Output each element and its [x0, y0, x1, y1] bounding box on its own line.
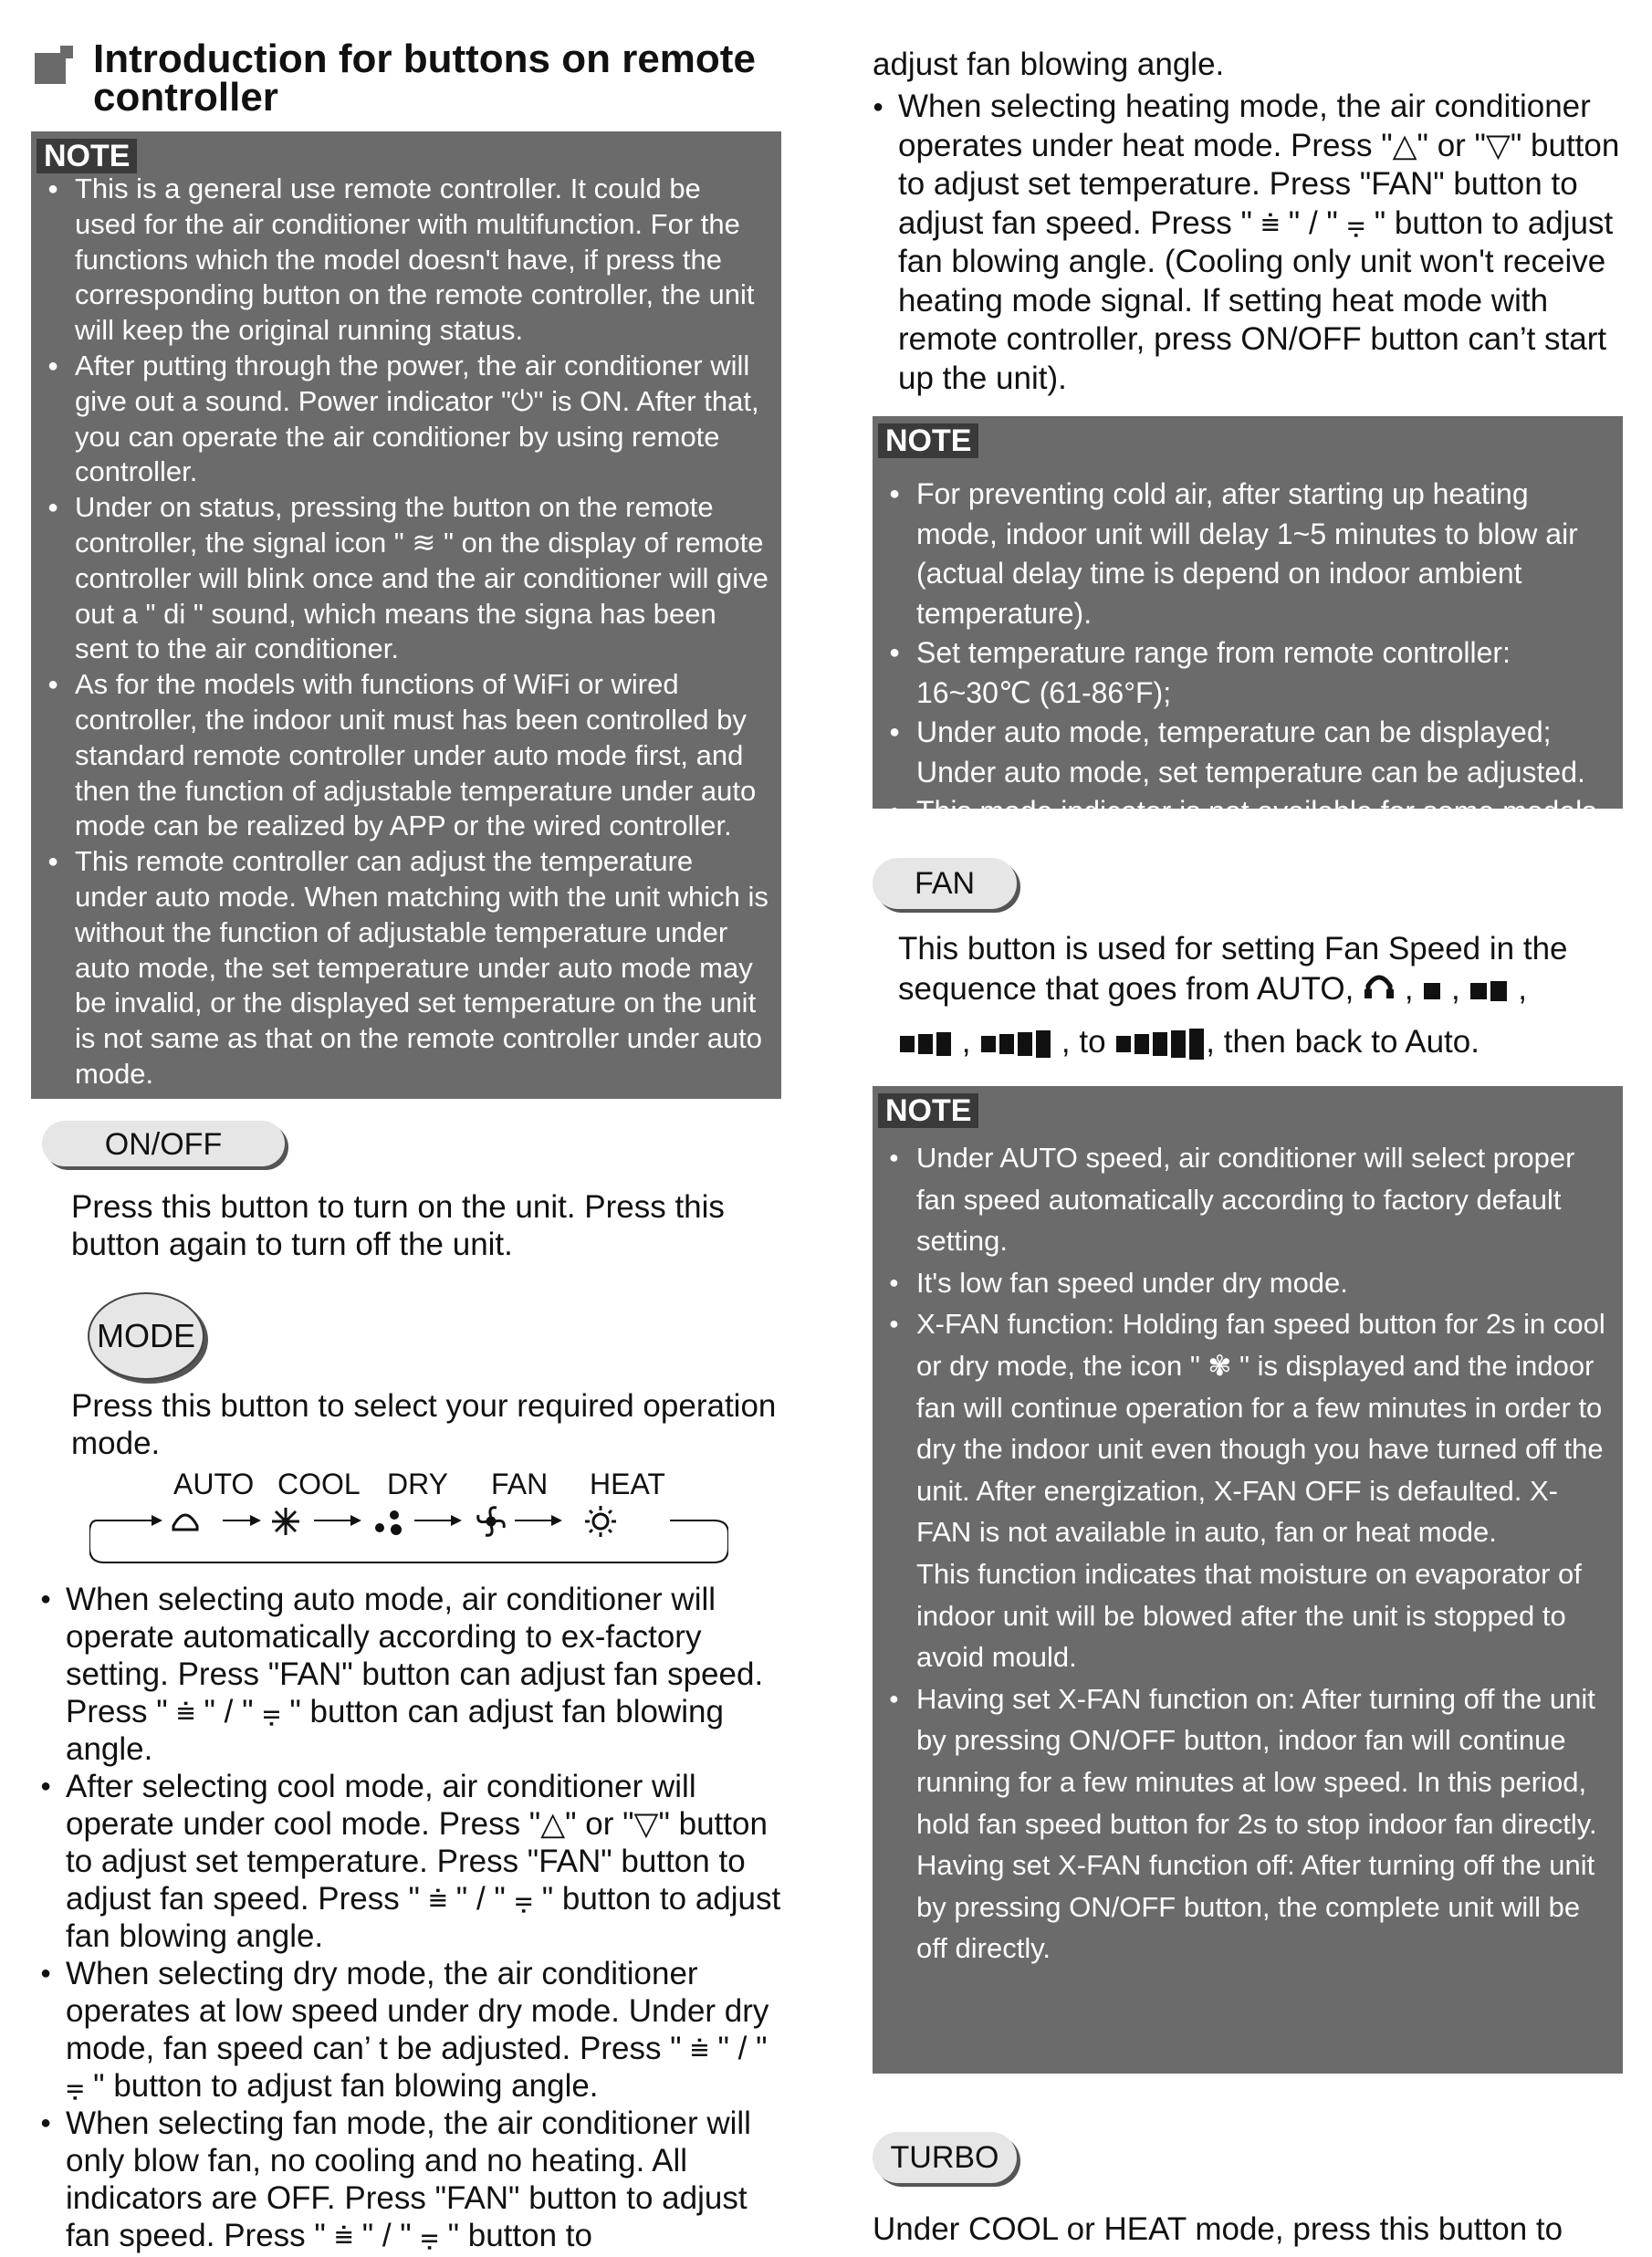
note-list — [889, 1137, 1610, 1970]
mode-cycle-arrows — [89, 1468, 728, 1577]
note-item: ● This is a general use remote controller. It could be used for the air conditioner with multifunction. For the functions which the model doesn't have, if press the corresponding button on the remote controller, the unit will keep the original running status. — [47, 172, 768, 349]
fan-description: This button is used for setting Fan Speed in the sequence that goes from AUTO, , , , — [898, 929, 1619, 1012]
turbo-description: Under COOL or HEAT mode, press this button to — [873, 2211, 1563, 2247]
mode-bullets — [40, 1581, 789, 2254]
note-item: ● Set temperature range from remote controller: 16~30℃ (61-86°F); — [889, 633, 1610, 713]
mode-label-cool: COOL — [277, 1468, 361, 1500]
fan-end-text: , then back to Auto. — [1206, 1024, 1479, 1060]
note-box-fan — [873, 1086, 1623, 2074]
fan-description-line2: , , to , then back to Auto. — [898, 1022, 1619, 1062]
mode-bullet-heat: ● When selecting heating mode, the air conditioner operates under heat mode. Press "△" or "▽" button to adjust set temperature. Press "FAN" button to adjust fan speed. Press " ⩧ " / " ⩦ " button to adjust fan blowing angle. (Cooling only unit won't receive heating mode signal. If setting heat mode with remote controller, press ON/OFF button can’t start up the unit). — [873, 88, 1621, 398]
fan-speed-2-icon — [1469, 971, 1509, 1007]
fan-description-text: This button is used for setting Fan Speed in the sequence that goes from AUTO, — [898, 931, 1568, 1007]
note-item: ● X-FAN function: Holding fan speed button for 2s in cool or dry mode, the icon " ✾ " is displayed and the indoor fan will continue operation for a few minutes in order to dry the indoor unit even though you have turned off the unit. After energization, X-FAN OFF is defaulted. X-FAN is not available in auto, fan or heat mode. — [889, 1303, 1610, 1553]
fan-speed-3-icon — [898, 1024, 953, 1060]
note-list — [889, 475, 1610, 832]
turbo-button-illustration: TURBO — [873, 2132, 1017, 2183]
mode-bullet-dry: ● When selecting dry mode, the air conditioner operates at low speed under dry mode. Under dry mode, fan speed can’ t be adjusted. Press " ⩧ " / " ⩦ " button to adjust fan blowing angle. — [40, 1955, 789, 2105]
note-item: ● Under auto mode, temperature can be displayed; Under auto mode, set temperature can be adjusted. — [889, 713, 1610, 792]
mode-bullet-cool: ● After selecting cool mode, air conditioner will operate under cool mode. Press "△" or "▽" button to adjust set temperature. Press "FAN" button to adjust fan speed. Press " ⩧ " / " ⩦ " button to adjust fan blowing angle. — [40, 1768, 789, 1955]
note-item: ● As for the models with functions of WiFi or wired controller, the indoor unit must has been controlled by standard remote controller under auto mode first, and then the function of adjustable temperature under auto mode can be realized by APP or the wired controller. — [47, 667, 768, 844]
mode-label-fan: FAN — [491, 1468, 549, 1500]
fan-speed-5-icon — [1114, 1024, 1206, 1060]
note-list — [47, 172, 768, 1092]
note-item: ● Under AUTO speed, air conditioner will select proper fan speed automatically according to factory default setting. — [889, 1137, 1610, 1262]
note-tag: NOTE — [878, 423, 978, 458]
fan-speed-1-icon — [1422, 971, 1442, 1007]
fan-to-text: , to — [1061, 1024, 1106, 1060]
note-item: ● Under on status, pressing the button on the remote controller, the signal icon " ≋ " on the display of remote controller will blink once and the air conditioner will give out a " di " sound, which means the signa has been sent to the air conditioner. — [47, 490, 768, 667]
mode-bullet-auto: ● When selecting auto mode, air conditioner will operate automatically according to ex-factory setting. Press "FAN" button can adjust fan speed. Press " ⩧ " / " ⩦ " button can adjust fan blowing angle. — [40, 1581, 789, 1768]
mode-label-dry: DRY — [387, 1468, 448, 1500]
mode-label-heat: HEAT — [590, 1468, 665, 1500]
onoff-description: Press this button to turn on the unit. Press this button again to turn off the unit. — [71, 1189, 725, 1262]
note-item: ● For preventing cold air, after starting up heating mode, indoor unit will delay 1~5 minutes to blow air (actual delay time is depend on indoor ambient temperature). — [889, 475, 1610, 633]
dry-mode-icon — [375, 1510, 402, 1535]
fan-speed-4-icon — [979, 1024, 1052, 1060]
note-item: This function indicates that moisture on evaporator of indoor unit will be blowed after the unit is stopped to avoid mould. — [916, 1557, 1582, 1674]
note-item: ● Having set X-FAN function on: After turning off the unit by pressing ON/OFF button, indoor fan will continue running for a few minutes at low speed. In this period, hold fan speed button for 2s to stop indoor fan directly. — [889, 1678, 1610, 1844]
heat-mode-icon — [585, 1506, 616, 1537]
page-title: Introduction for buttons on remote controller — [93, 37, 756, 120]
mode-bullet-fan: ● When selecting fan mode, the air conditioner will only blow fan, no cooling and no heating. All indicators are OFF. Press "FAN" button to adjust fan speed. Press " ⩧ " / " ⩦ " button to — [40, 2105, 789, 2254]
note-item: Having set X-FAN function off: After turning off the unit by pressing ON/OFF button, the complete unit will be off directly. — [916, 1849, 1595, 1965]
heat-bullets — [873, 88, 1621, 398]
mode-description: Press this button to select your required operation mode. — [71, 1388, 777, 1461]
note-tag: NOTE — [37, 139, 137, 173]
note-item: ● It's low fan speed under dry mode. — [889, 1262, 1610, 1304]
note-item: ● This mode indicator is not available for some models. — [889, 792, 1610, 832]
note-tag: NOTE — [878, 1093, 978, 1128]
fan-mode-icon — [478, 1508, 505, 1536]
note-item: ● After putting through the power, the air conditioner will give out a sound. Power indicator "⏻" is ON. After that, you can operate the air conditioner by using remote controller. — [47, 349, 768, 490]
onoff-button-illustration: ON/OFF — [42, 1121, 285, 1166]
fan-button-illustration: FAN — [873, 858, 1017, 909]
note-item: ● This remote controller can adjust the temperature under auto mode. When matching with the unit which is without the function of adjustable temperature under auto mode, the set temperature under auto mode may be invalid, or the displayed set temperature on the unit is not same as that on the remote controller under auto mode. — [47, 844, 768, 1092]
auto-speed-icon — [1363, 969, 1396, 1012]
cool-mode-icon — [272, 1508, 299, 1535]
note-box-heat — [873, 416, 1623, 828]
mode-cycle-diagram — [89, 1468, 728, 1577]
mode-label-auto: AUTO — [173, 1468, 255, 1500]
continuation-text: adjust fan blowing angle. — [873, 47, 1225, 82]
auto-mode-icon — [173, 1515, 197, 1530]
note-box-general — [31, 131, 781, 1099]
section-square-icon — [35, 46, 73, 84]
mode-button-illustration: MODE — [88, 1292, 204, 1380]
